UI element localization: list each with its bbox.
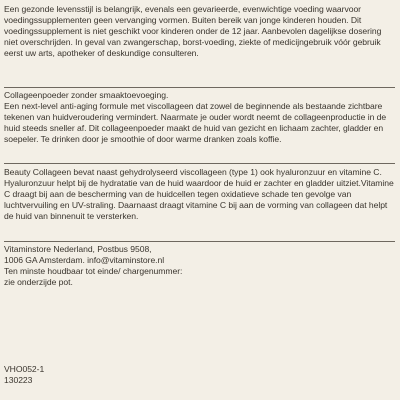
product-title: Collageenpoeder zonder smaaktoevoeging. — [4, 90, 169, 100]
divider-line — [4, 87, 395, 88]
product-description: Een next-level anti-aging formule met viscollageen dat zowel de beginnende als bestaande zichtbare tekenen van huidveroudering vermindert. Naarmate je ouder wordt neemt de collageenproductie in de huid steeds sneller af. Dit collageenpoeder maakt de huid van gezicht en lichaam zachter, gladder en soepeler. Te drinken door je smoothie of door warme dranken zoals koffie. — [4, 101, 387, 145]
codes-section — [4, 364, 396, 386]
address-section — [4, 244, 396, 288]
ingredients-text: Beauty Collageen bevat naast gehydrolyseerd viscollageen (type 1) ook hyaluronzuur en vitamine C. Hyaluronzuur helpt bij de hydratatie van de huid waardoor de huid er zachter en gladder uitziet.Vitamine C draagt bij aan de bescherming van de huidcellen tegen oxidatieve schade ten gevolge van luchtvervuiling en UV-straling. Daarnaast draagt vitamine C bij aan de vorming van collageen dat helpt de huid van binnenuit te versterken. — [4, 167, 394, 222]
ingredients-section — [4, 167, 396, 222]
batch-code: 130223 — [4, 375, 33, 386]
address-line: 1006 GA Amsterdam. info@vitaminstore.nl — [4, 255, 165, 266]
best-before-reference: zie onderzijde pot. — [4, 277, 73, 288]
divider-line — [4, 241, 395, 242]
warning-section — [4, 4, 396, 59]
address-line: Vitaminstore Nederland, Postbus 9508, — [4, 244, 152, 254]
product-code: VHO052-1 — [4, 364, 45, 374]
divider-line — [4, 163, 395, 164]
best-before-label: Ten minste houdbaar tot einde/ chargenummer: — [4, 266, 183, 277]
product-section — [4, 90, 396, 145]
warning-text: Een gezonde levensstijl is belangrijk, evenals een gevarieerde, evenwichtige voeding waarvoor voedingssupplementen geen vervanging vormen. Buiten bereik van jonge kinderen houden. Dit voedingssupplement is niet geschikt voor kinderen onder de 12 jaar. Aanbevolen dagelijkse dosering niet overschrijden. In geval van zwangerschap, borst-voeding, ziekte of medicijngebruik vóór gebruik eerst uw arts, apotheker of deskundige consulteren. — [4, 4, 382, 59]
